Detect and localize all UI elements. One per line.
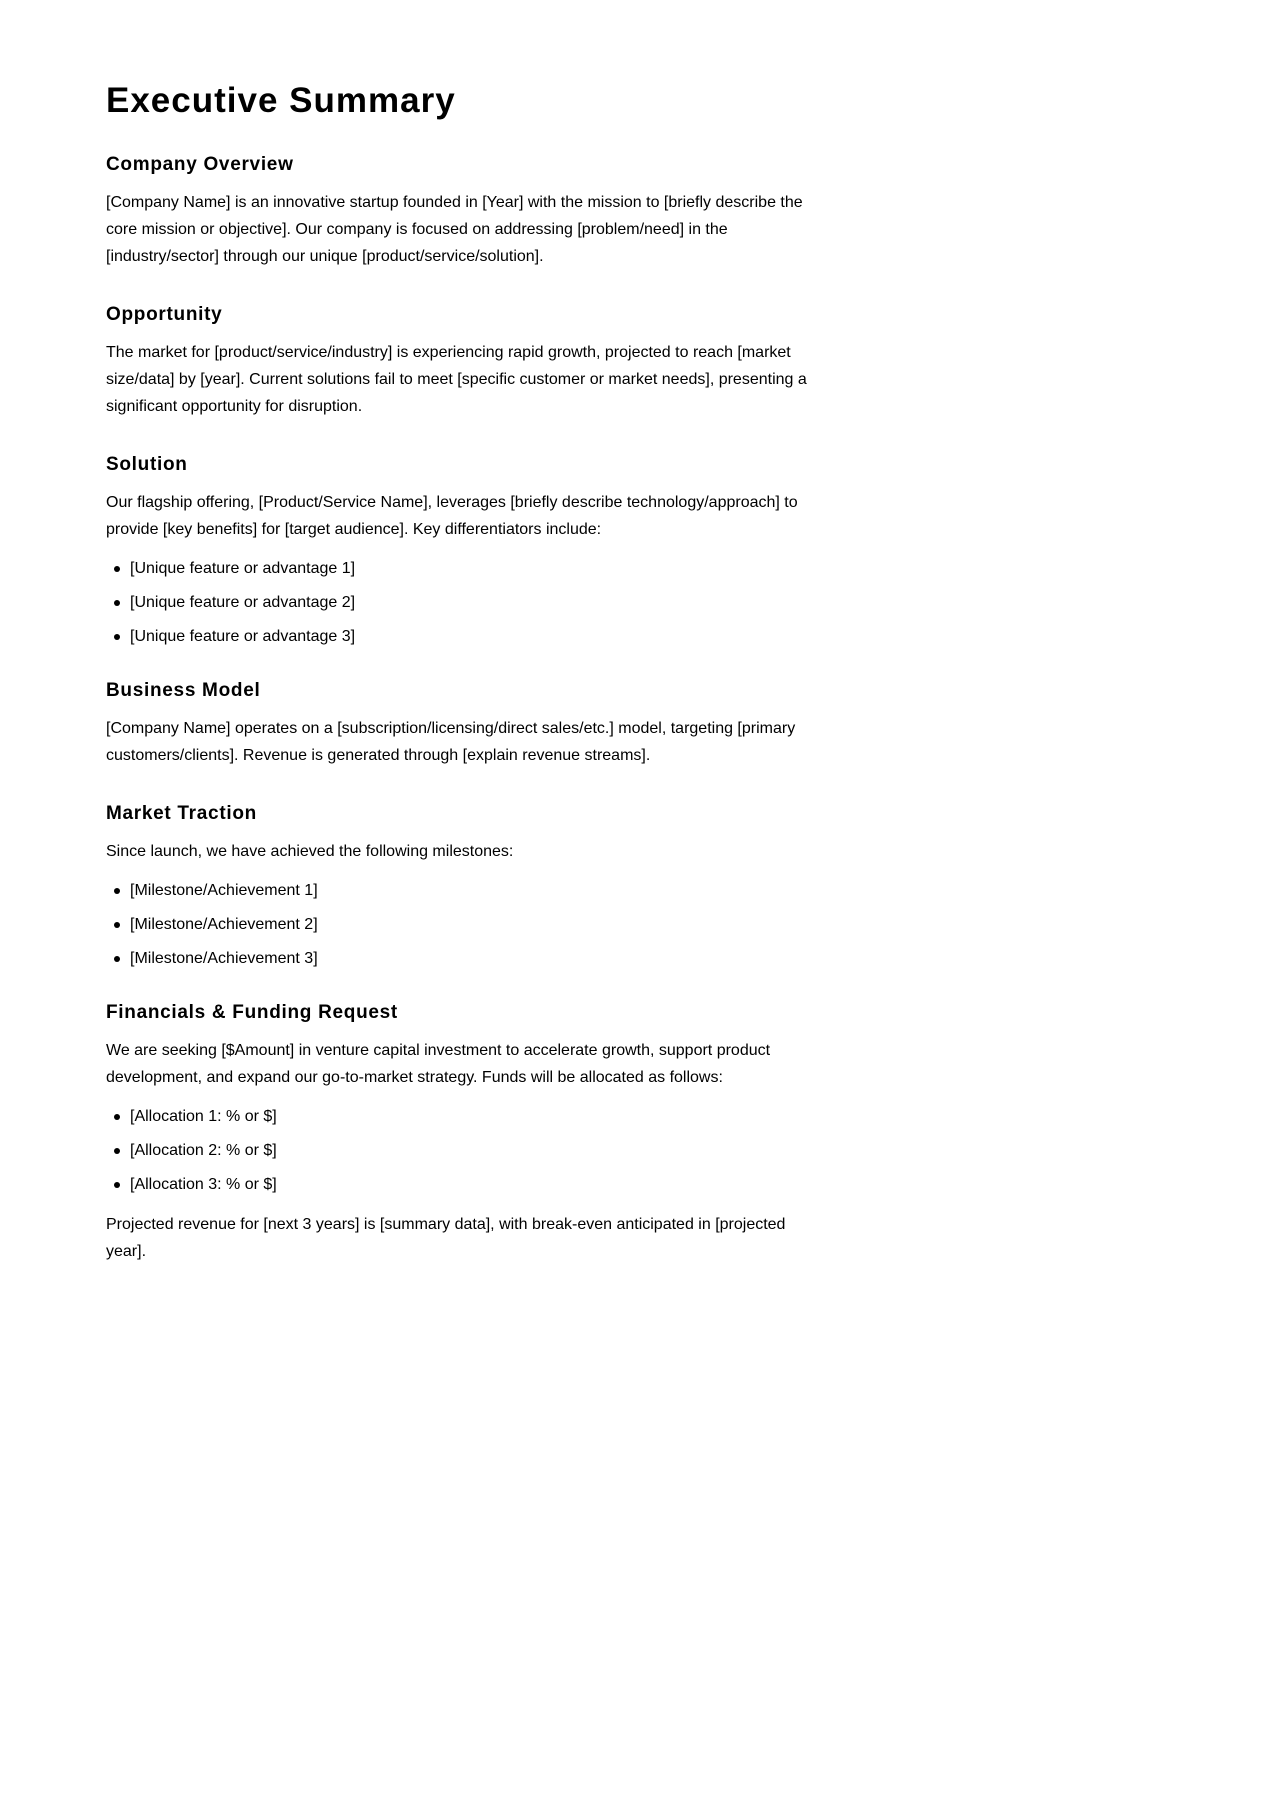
page-title: Executive Summary (106, 81, 456, 120)
list-item (130, 555, 822, 582)
list-item (130, 945, 822, 972)
paragraph: We are seeking [$Amount] in venture capital investment to accelerate growth, support product development, and expand our go-to-market strategy. Funds will be allocated as follows: (106, 1042, 771, 1086)
list-item (130, 1137, 822, 1164)
section-market-traction (106, 802, 822, 972)
section-heading: Market Traction (106, 803, 257, 824)
paragraph: Since launch, we have achieved the following milestones: (106, 843, 514, 860)
list-item-text: [Unique feature or advantage 1] (130, 560, 356, 577)
paragraph: [Company Name] operates on a [subscription/licensing/direct sales/etc.] model, targeting [primary customers/clients]. Revenue is generated through [explain revenue streams]. (106, 720, 796, 764)
section-business-model (106, 679, 822, 769)
list-item (130, 623, 822, 650)
bullet-icon (114, 888, 120, 894)
section-heading: Company Overview (106, 154, 294, 175)
bullet-icon (114, 634, 120, 640)
bullet-icon (114, 1148, 120, 1154)
milestones-list (106, 877, 822, 972)
list-item (130, 589, 822, 616)
list-item (130, 1103, 822, 1130)
bullet-icon (114, 1114, 120, 1120)
list-item-text: [Allocation 2: % or $] (130, 1142, 277, 1159)
closing-paragraph: Projected revenue for [next 3 years] is [summary data], with break-even anticipated in [projected year]. (106, 1216, 786, 1260)
bullet-icon (114, 922, 120, 928)
list-item-text: [Allocation 3: % or $] (130, 1176, 277, 1193)
section-opportunity (106, 303, 822, 420)
section-heading: Opportunity (106, 304, 223, 325)
section-company-overview (106, 153, 822, 270)
list-item (130, 1171, 822, 1198)
section-heading: Solution (106, 454, 188, 475)
section-solution (106, 453, 822, 650)
paragraph: [Company Name] is an innovative startup founded in [Year] with the mission to [briefly describe the core mission or objective]. Our company is focused on addressing [problem/need] in the [industry/sector] through our unique [product/service/solution]. (106, 194, 803, 265)
allocation-list (106, 1103, 822, 1198)
list-item-text: [Unique feature or advantage 2] (130, 594, 356, 611)
section-financials-funding (106, 1001, 822, 1265)
bullet-icon (114, 956, 120, 962)
paragraph: The market for [product/service/industry] is experiencing rapid growth, projected to reach [market size/data] by [year]. Current solutions fail to meet [specific customer or market needs], presenting a significant opportunity for disruption. (106, 344, 807, 415)
list-item-text: [Unique feature or advantage 3] (130, 628, 356, 645)
section-heading: Financials & Funding Request (106, 1002, 398, 1023)
list-item (130, 877, 822, 904)
list-item (130, 911, 822, 938)
bullet-icon (114, 600, 120, 606)
section-heading: Business Model (106, 680, 261, 701)
differentiators-list (106, 555, 822, 650)
list-item-text: [Milestone/Achievement 1] (130, 882, 318, 899)
bullet-icon (114, 1182, 120, 1188)
list-item-text: [Allocation 1: % or $] (130, 1108, 277, 1125)
list-item-text: [Milestone/Achievement 2] (130, 916, 318, 933)
list-item-text: [Milestone/Achievement 3] (130, 950, 318, 967)
paragraph: Our flagship offering, [Product/Service Name], leverages [briefly describe technology/approach] to provide [key benefits] for [target audience]. Key differentiators include: (106, 494, 798, 538)
document-page (106, 80, 822, 1265)
bullet-icon (114, 566, 120, 572)
